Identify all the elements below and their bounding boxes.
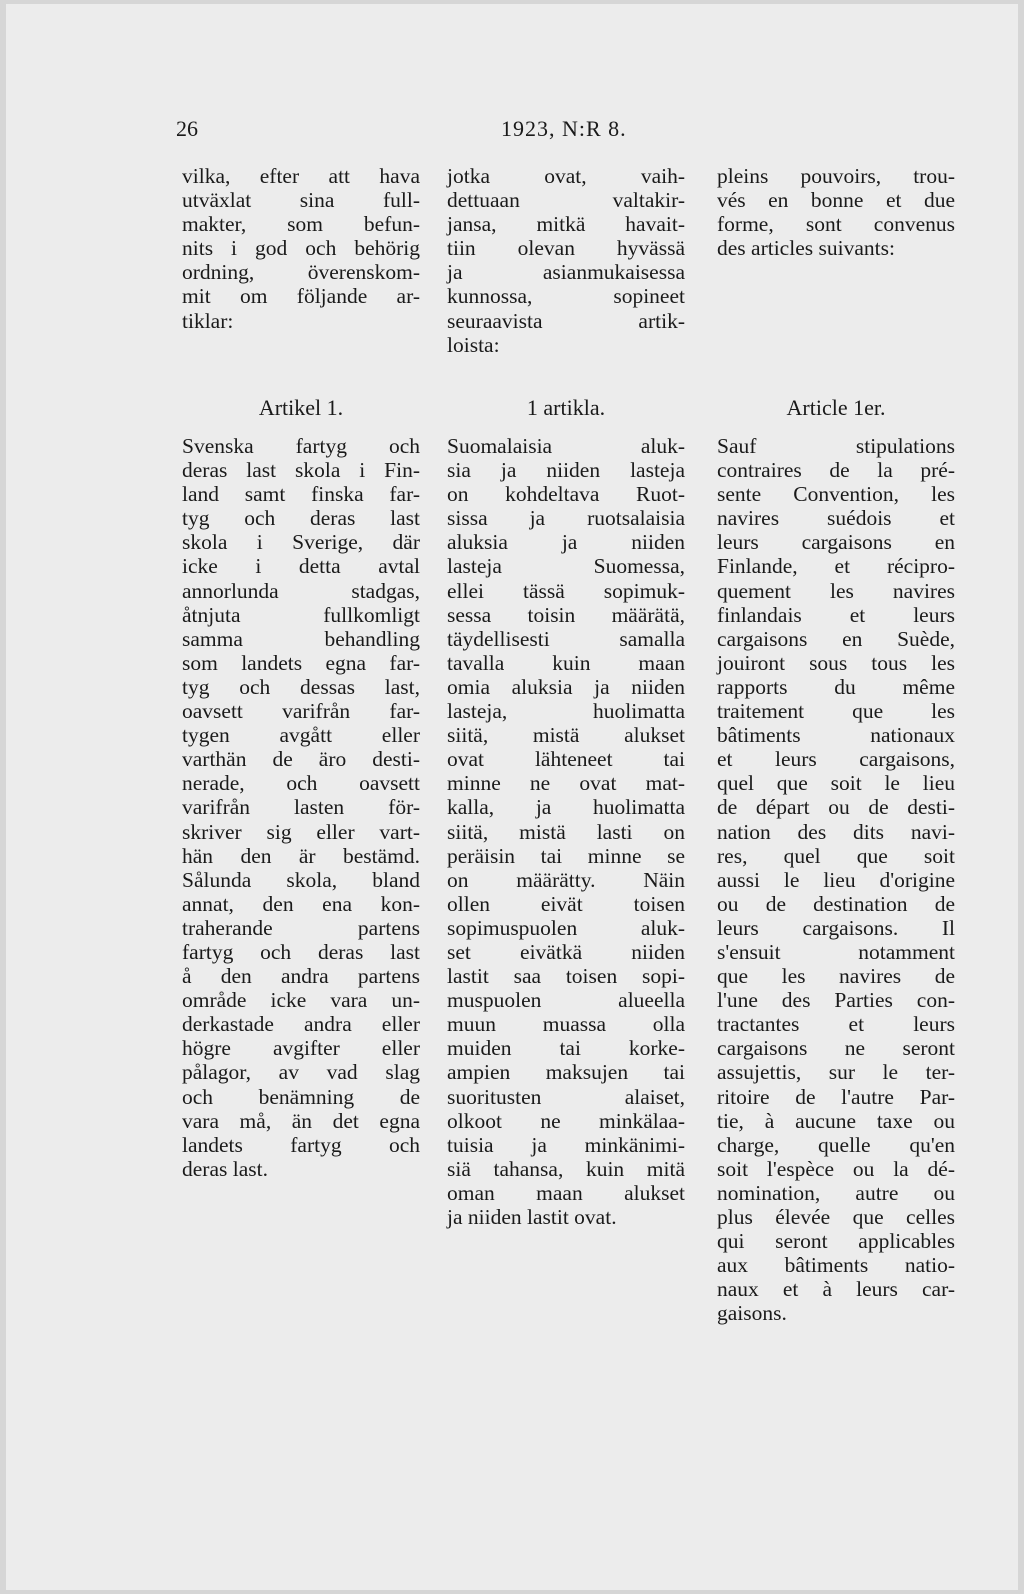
text-line: tie, à aucune taxe ou xyxy=(717,1108,955,1133)
text-line: navires suédois et xyxy=(717,506,955,531)
text-line: pålagor, av vad slag xyxy=(182,1060,420,1085)
text-line: traitement que les xyxy=(717,699,955,724)
text-line: ampien maksujen tai xyxy=(447,1060,685,1085)
text-line: naux et à leurs car- xyxy=(717,1277,955,1302)
text-line: suoritusten alaiset, xyxy=(447,1084,685,1109)
article-title: 1 artikla. xyxy=(526,395,606,420)
text-line: vara må, än det egna xyxy=(182,1108,420,1133)
text-line: omia aluksia ja niiden xyxy=(447,674,685,699)
text-line: tiklar: xyxy=(182,308,234,333)
text-line: sessa toisin määrätä, xyxy=(447,602,685,627)
text-line: sopimuspuolen aluk- xyxy=(447,915,685,940)
document-page xyxy=(6,4,1018,1590)
intro-paragraph xyxy=(182,164,420,333)
text-line: samma behandling xyxy=(182,626,420,651)
text-line: tractantes et leurs xyxy=(717,1012,955,1037)
text-line: kalla, ja huolimatta xyxy=(447,795,685,820)
text-line: muiden tai korke- xyxy=(447,1036,685,1061)
text-line: et leurs cargaisons, xyxy=(717,747,955,772)
text-line: muspuolen alueella xyxy=(447,988,685,1013)
text-line: varifrån lasten för- xyxy=(182,795,420,820)
text-line: bâtiments nationaux xyxy=(717,723,955,748)
text-line: sia ja niiden lasteja xyxy=(447,458,685,483)
text-line: aux bâtiments natio- xyxy=(717,1253,955,1278)
page-header xyxy=(176,116,956,146)
article-title: Artikel 1. xyxy=(258,395,344,420)
text-line: Suomalaisia aluk- xyxy=(447,434,685,458)
text-line: l'une des Parties con- xyxy=(717,988,955,1013)
text-line: leurs cargaisons en xyxy=(717,530,955,555)
article-title: Article 1er. xyxy=(786,395,886,420)
text-line: plus élevée que celles xyxy=(717,1205,955,1229)
text-line: dettuaan valtakir- xyxy=(447,188,685,213)
article-body xyxy=(182,434,420,1181)
text-line: högre avgifter eller xyxy=(182,1036,420,1061)
text-line: skriver sig eller vart- xyxy=(182,819,420,844)
intro-paragraph xyxy=(447,164,685,357)
text-line: charge, quelle qu'en xyxy=(717,1132,955,1157)
text-line: siitä, mistä alukset xyxy=(447,723,685,748)
text-line: contraires de la pré- xyxy=(717,458,955,483)
text-line: loista: xyxy=(447,332,500,357)
text-line: olkoot ne minkälaa- xyxy=(447,1108,685,1133)
text-line: cargaisons en Suède, xyxy=(717,626,955,651)
text-line: forme, sont convenus xyxy=(717,212,955,237)
text-line: oavsett varifrån far- xyxy=(182,699,420,724)
text-line: åtnjuta fullkomligt xyxy=(182,602,420,627)
text-line: traherande partens xyxy=(182,915,420,940)
text-line: ollen eivät toisen xyxy=(447,891,685,916)
text-line: annorlunda stadgas, xyxy=(182,578,420,603)
text-line: Svenska fartyg och xyxy=(182,434,420,458)
text-line: tuisia ja minkänimi- xyxy=(447,1132,685,1157)
article-body xyxy=(717,434,955,1325)
text-line: ritoire de l'autre Par- xyxy=(717,1084,955,1109)
text-line: sente Convention, les xyxy=(717,482,955,507)
french-column xyxy=(717,164,955,1326)
text-line: de départ ou de desti- xyxy=(717,795,955,820)
text-line: tyg och dessas last, xyxy=(182,674,420,699)
text-line: fartyg och deras last xyxy=(182,939,420,964)
text-line: qui seront applicables xyxy=(717,1229,955,1254)
text-line: tiin olevan hyvässä xyxy=(447,236,685,261)
text-line: on määrätty. Näin xyxy=(447,867,685,892)
text-line: quement les navires xyxy=(717,578,955,603)
text-line: aluksia ja niiden xyxy=(447,530,685,555)
text-line: tyg och deras last xyxy=(182,506,420,531)
text-line: muun muassa olla xyxy=(447,1012,685,1037)
text-line: Sauf stipulations xyxy=(717,434,955,458)
text-line: jansa, mitkä havait- xyxy=(447,212,685,237)
page-number: 26 xyxy=(176,116,198,141)
text-line: jotka ovat, vaih- xyxy=(447,164,685,188)
text-line: tavalla kuin maan xyxy=(447,650,685,675)
text-line: som landets egna far- xyxy=(182,650,420,675)
text-line: minne ne ovat mat- xyxy=(447,771,685,796)
swedish-column xyxy=(182,164,420,1181)
text-line: hän den är bestämd. xyxy=(182,843,420,868)
text-line: on kohdeltava Ruot- xyxy=(447,482,685,507)
text-line: nation des dits navi- xyxy=(717,819,955,844)
text-line: lasteja, huolimatta xyxy=(447,699,685,724)
text-line: land samt finska far- xyxy=(182,482,420,507)
text-line: gaisons. xyxy=(717,1301,787,1326)
text-line: aussi le lieu d'origine xyxy=(717,867,955,892)
text-line: nits i god och behörig xyxy=(182,236,420,261)
text-line: å den andra partens xyxy=(182,964,420,989)
text-line: vés en bonne et due xyxy=(717,188,955,213)
text-line: nerade, och oavsett xyxy=(182,771,420,796)
intro-paragraph xyxy=(717,164,955,260)
text-line: makter, som befun- xyxy=(182,212,420,237)
text-line: ou de destination de xyxy=(717,891,955,916)
article-body xyxy=(447,434,685,1229)
text-line: pleins pouvoirs, trou- xyxy=(717,164,955,188)
text-line: set eivätkä niiden xyxy=(447,939,685,964)
text-line: lastit saa toisen sopi- xyxy=(447,964,685,989)
text-line: que les navires de xyxy=(717,964,955,989)
text-line: Finlande, et récipro- xyxy=(717,554,955,579)
text-line: ja niiden lastit ovat. xyxy=(447,1205,617,1229)
text-line: leurs cargaisons. Il xyxy=(717,915,955,940)
text-line: oman maan alukset xyxy=(447,1180,685,1205)
text-line: lasteja Suomessa, xyxy=(447,554,685,579)
text-line: siä tahansa, kuin mitä xyxy=(447,1156,685,1181)
text-line: assujettis, sur le ter- xyxy=(717,1060,955,1085)
text-line: täydellisesti samalla xyxy=(447,626,685,651)
text-line: soit l'espèce ou la dé- xyxy=(717,1156,955,1181)
text-line: des articles suivants: xyxy=(717,236,895,261)
text-line: vilka, efter att hava xyxy=(182,164,420,188)
text-line: område icke vara un- xyxy=(182,988,420,1013)
text-line: siitä, mistä lasti on xyxy=(447,819,685,844)
text-line: icke i detta avtal xyxy=(182,554,420,579)
text-line: seuraavista artik- xyxy=(447,308,685,333)
text-line: res, quel que soit xyxy=(717,843,955,868)
text-line: jouiront sous tous les xyxy=(717,650,955,675)
issue-number: 1923, N:R 8. xyxy=(501,116,627,141)
text-line: ordning, överenskom- xyxy=(182,260,420,285)
text-line: nomination, autre ou xyxy=(717,1180,955,1205)
text-line: annat, den ena kon- xyxy=(182,891,420,916)
text-line: landets fartyg och xyxy=(182,1132,420,1157)
text-line: kunnossa, sopineet xyxy=(447,284,685,309)
text-line: peräisin tai minne se xyxy=(447,843,685,868)
text-line: utväxlat sina full- xyxy=(182,188,420,213)
text-line: cargaisons ne seront xyxy=(717,1036,955,1061)
text-line: ovat lähteneet tai xyxy=(447,747,685,772)
text-line: varthän de äro desti- xyxy=(182,747,420,772)
text-line: derkastade andra eller xyxy=(182,1012,420,1037)
text-line: ja asianmukaisessa xyxy=(447,260,685,285)
text-line: s'ensuit notamment xyxy=(717,939,955,964)
text-line: deras last. xyxy=(182,1156,268,1181)
finnish-column xyxy=(447,164,685,1229)
text-line: quel que soit le lieu xyxy=(717,771,955,796)
text-line: ellei tässä sopimuk- xyxy=(447,578,685,603)
text-line: skola i Sverige, där xyxy=(182,530,420,555)
text-line: tygen avgått eller xyxy=(182,723,420,748)
text-line: sissa ja ruotsalaisia xyxy=(447,506,685,531)
text-line: finlandais et leurs xyxy=(717,602,955,627)
text-line: rapports du même xyxy=(717,674,955,699)
text-line: mit om följande ar- xyxy=(182,284,420,309)
text-line: Sålunda skola, bland xyxy=(182,867,420,892)
text-line: och benämning de xyxy=(182,1084,420,1109)
text-line: deras last skola i Fin- xyxy=(182,458,420,483)
